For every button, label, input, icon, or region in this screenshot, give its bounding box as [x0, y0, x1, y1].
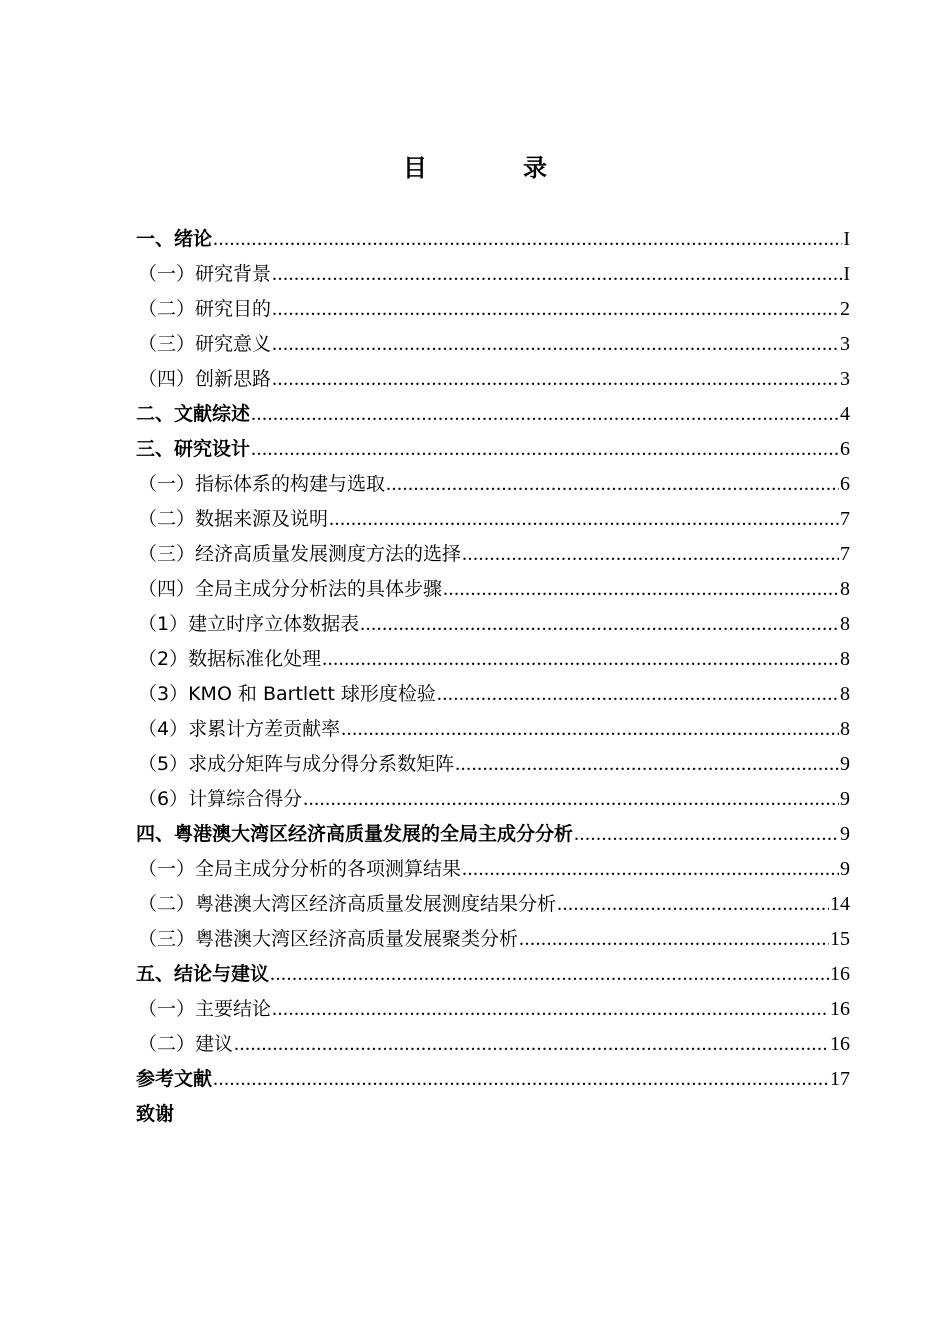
toc-entry-label: 参考文献: [136, 1068, 213, 1090]
toc-entry[interactable]: [136, 992, 850, 1027]
toc-entry[interactable]: [136, 642, 850, 677]
dot-leader: [386, 467, 839, 502]
toc-entry-label: （一）主要结论: [138, 998, 272, 1020]
toc-entry-page: 6: [840, 438, 850, 460]
toc-entry-page: 7: [840, 508, 850, 530]
dot-leader: [462, 537, 839, 572]
dot-leader: [462, 852, 839, 887]
toc-entry-page: 4: [840, 403, 850, 425]
dot-leader: [437, 677, 839, 712]
toc-entry[interactable]: [136, 257, 850, 292]
toc-entry-page: 15: [830, 928, 850, 950]
toc-entry[interactable]: [136, 712, 850, 747]
dot-leader: [272, 992, 829, 1027]
toc-entry-label: （一）全局主成分分析的各项测算结果: [138, 858, 462, 880]
toc-entry[interactable]: [136, 957, 850, 992]
toc-entry-no-page[interactable]: [136, 1097, 850, 1132]
toc-entry-label: （5）求成分矩阵与成分得分系数矩阵: [138, 753, 455, 775]
dot-leader: [329, 502, 839, 537]
toc-entry-page: 7: [840, 543, 850, 565]
toc-entry[interactable]: [136, 817, 850, 852]
toc-entry-label: 一、绪论: [136, 228, 213, 250]
toc-entry-page: 16: [830, 1033, 850, 1055]
toc-entry-page: 14: [830, 893, 850, 915]
toc-entry-page: 17: [830, 1068, 850, 1090]
toc-entry[interactable]: [136, 537, 850, 572]
toc-entry-label: 三、研究设计: [136, 438, 251, 460]
toc-entry[interactable]: [136, 397, 850, 432]
toc-entry[interactable]: [136, 432, 850, 467]
toc-entry[interactable]: [136, 467, 850, 502]
toc-entry-label: （二）研究目的: [138, 298, 272, 320]
toc-entry[interactable]: [136, 327, 850, 362]
toc-entry-page: 2: [840, 298, 850, 320]
toc-entry-label: 致谢: [136, 1103, 175, 1125]
toc-entry[interactable]: [136, 747, 850, 782]
toc-entry[interactable]: [136, 922, 850, 957]
dot-leader: [213, 222, 842, 257]
toc-entry-label: （1）建立时序立体数据表: [138, 613, 360, 635]
toc-entry-label: 四、粤港澳大湾区经济高质量发展的全局主成分分析: [136, 823, 574, 845]
toc-title-char-2: 录: [523, 154, 547, 182]
toc-entry-label: （三）粤港澳大湾区经济高质量发展聚类分析: [138, 928, 519, 950]
dot-leader: [341, 712, 839, 747]
toc-entry-page: 8: [840, 718, 850, 740]
dot-leader: [251, 397, 839, 432]
dot-leader: [303, 782, 839, 817]
toc-entry-label: （4）求累计方差贡献率: [138, 718, 341, 740]
dot-leader: [272, 362, 839, 397]
toc-entry[interactable]: [136, 1062, 850, 1097]
toc-entry-page: 9: [840, 753, 850, 775]
toc-entry-label: （四）全局主成分分析法的具体步骤: [138, 578, 443, 600]
toc-entry-label: （6）计算综合得分: [138, 788, 303, 810]
toc-entry-page: 16: [830, 998, 850, 1020]
dot-leader: [272, 292, 839, 327]
toc-entry[interactable]: [136, 677, 850, 712]
toc-entry[interactable]: [136, 887, 850, 922]
dot-leader: [455, 747, 839, 782]
toc-entry-page: 3: [840, 368, 850, 390]
toc-entry-label: （四）创新思路: [138, 368, 272, 390]
toc-entry[interactable]: [136, 1027, 850, 1062]
toc-entry-page: 8: [840, 578, 850, 600]
dot-leader: [213, 1062, 829, 1097]
dot-leader: [360, 607, 839, 642]
toc-entry-label: （二）建议: [138, 1033, 234, 1055]
toc-entry-label: （3）KMO 和 Bartlett 球形度检验: [138, 683, 436, 705]
toc-entry[interactable]: [136, 222, 850, 257]
table-of-contents: [136, 222, 850, 1132]
toc-entry-page: 8: [840, 683, 850, 705]
toc-title-char-1: 目: [403, 154, 427, 182]
dot-leader: [251, 432, 839, 467]
toc-entry-label: （二）数据来源及说明: [138, 508, 329, 530]
toc-title: [0, 152, 950, 184]
toc-entry-page: 8: [840, 648, 850, 670]
toc-entry-page: 3: [840, 333, 850, 355]
toc-entry-page: 9: [840, 823, 850, 845]
toc-entry-page: I: [843, 228, 850, 250]
toc-entry[interactable]: [136, 292, 850, 327]
toc-entry-page: 6: [840, 473, 850, 495]
toc-entry-label: （一）指标体系的构建与选取: [138, 473, 386, 495]
toc-entry[interactable]: [136, 362, 850, 397]
toc-entry-label: 二、文献综述: [136, 403, 251, 425]
toc-entry-label: （二）粤港澳大湾区经济高质量发展测度结果分析: [138, 893, 557, 915]
toc-entry-page: I: [843, 263, 850, 285]
toc-entry-label: （三）经济高质量发展测度方法的选择: [138, 543, 462, 565]
dot-leader: [557, 887, 829, 922]
toc-entry[interactable]: [136, 607, 850, 642]
toc-entry-page: 9: [840, 788, 850, 810]
toc-entry[interactable]: [136, 502, 850, 537]
dot-leader: [322, 642, 839, 677]
toc-entry-page: 9: [840, 858, 850, 880]
toc-entry[interactable]: [136, 782, 850, 817]
toc-entry[interactable]: [136, 572, 850, 607]
toc-entry-page: 16: [830, 963, 850, 985]
toc-entry-label: 五、结论与建议: [136, 963, 270, 985]
dot-leader: [574, 817, 839, 852]
toc-entry-page: 8: [840, 613, 850, 635]
dot-leader: [270, 957, 829, 992]
dot-leader: [234, 1027, 829, 1062]
dot-leader: [519, 922, 829, 957]
toc-entry-label: （2）数据标准化处理: [138, 648, 322, 670]
dot-leader: [272, 327, 839, 362]
toc-entry-label: （三）研究意义: [138, 333, 272, 355]
dot-leader: [272, 257, 842, 292]
dot-leader: [443, 572, 839, 607]
toc-entry-label: （一）研究背景: [138, 263, 272, 285]
toc-entry[interactable]: [136, 852, 850, 887]
